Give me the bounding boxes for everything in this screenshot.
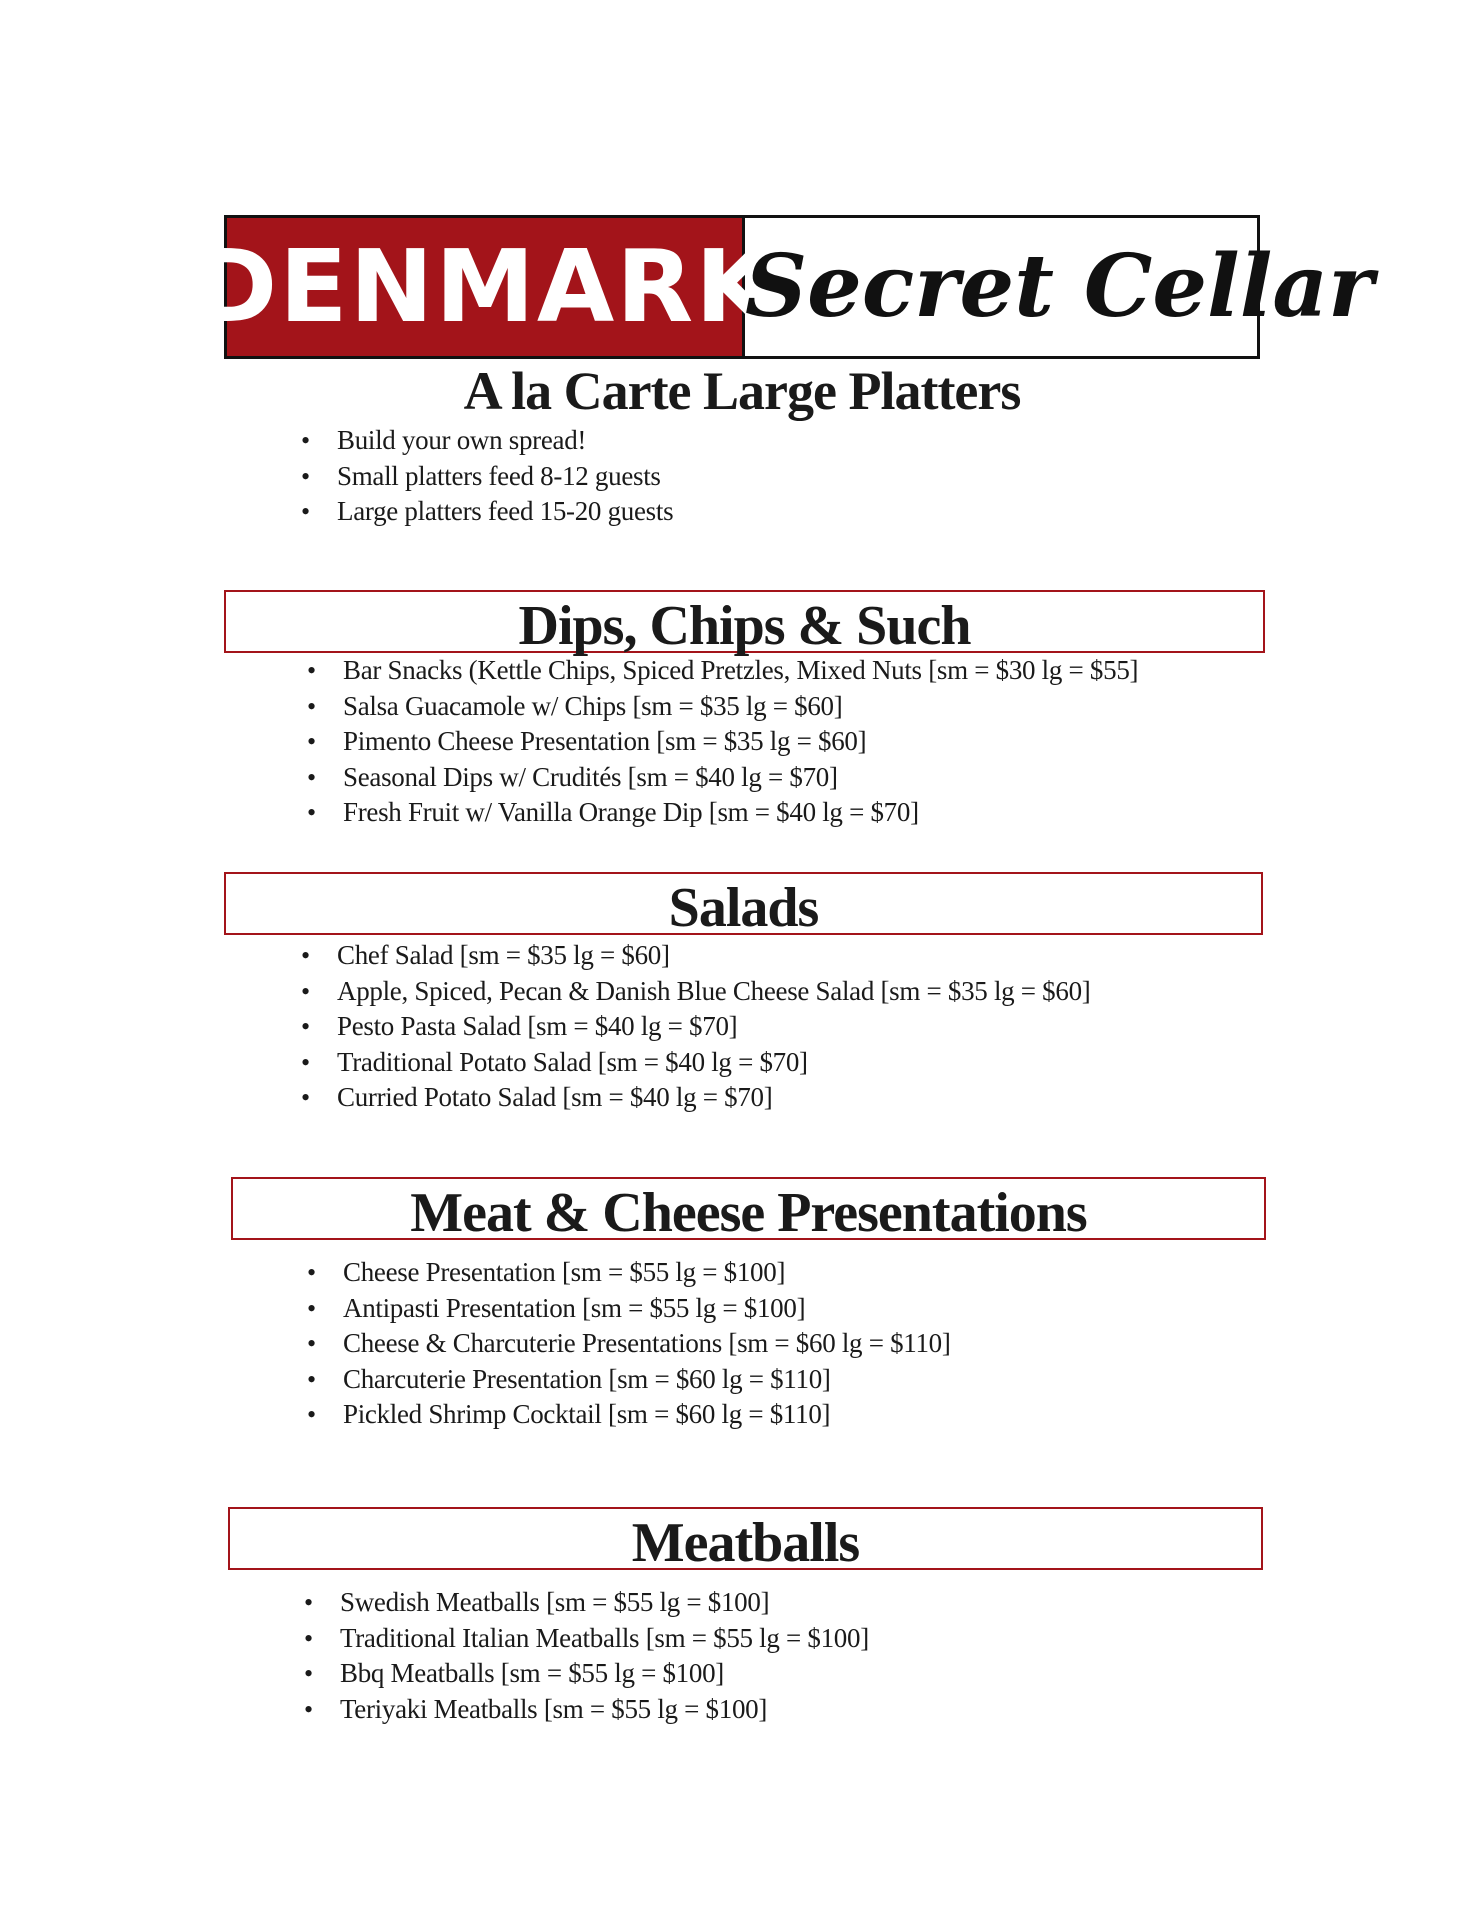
page-title: A la Carte Large Platters bbox=[463, 361, 1021, 421]
section-header-meatballs bbox=[228, 1507, 1263, 1574]
logo bbox=[194, 215, 1374, 359]
logo-denmark-panel bbox=[194, 218, 775, 356]
intro-list bbox=[337, 423, 673, 530]
menu-list-meat-cheese bbox=[343, 1255, 951, 1433]
section-heading: Dips, Chips & Such bbox=[518, 595, 971, 657]
menu-item: • Cheese Presentation [sm = $55 lg = $100] bbox=[343, 1255, 951, 1291]
intro-item: • Large platters feed 15-20 guests bbox=[337, 494, 673, 530]
logo-secret-cellar-text: Secret Cellar bbox=[745, 236, 1374, 337]
menu-item: • Salsa Guacamole w/ Chips [sm = $35 lg = $60] bbox=[343, 689, 1138, 725]
logo-denmark-text: DENMARK bbox=[194, 228, 775, 345]
menu-item: • Pesto Pasta Salad [sm = $40 lg = $70] bbox=[337, 1009, 1090, 1045]
menu-item: • Bar Snacks (Kettle Chips, Spiced Pretzles, Mixed Nuts [sm = $30 lg = $55] bbox=[343, 653, 1138, 689]
menu-item: • Cheese & Charcuterie Presentations [sm = $60 lg = $110] bbox=[343, 1326, 951, 1362]
section-header-salads bbox=[224, 872, 1263, 939]
menu-item: • Pickled Shrimp Cocktail [sm = $60 lg = $110] bbox=[343, 1397, 951, 1433]
menu-item: • Pimento Cheese Presentation [sm = $35 lg = $60] bbox=[343, 724, 1138, 760]
menu-item: • Charcuterie Presentation [sm = $60 lg = $110] bbox=[343, 1362, 951, 1398]
menu-item: • Chef Salad [sm = $35 lg = $60] bbox=[337, 938, 1090, 974]
menu-item: • Teriyaki Meatballs [sm = $55 lg = $100] bbox=[340, 1692, 869, 1728]
section-heading: Meatballs bbox=[631, 1512, 860, 1574]
menu-item: • Traditional Italian Meatballs [sm = $55 lg = $100] bbox=[340, 1621, 869, 1657]
section-header-meat-cheese bbox=[231, 1177, 1266, 1244]
menu-item: • Swedish Meatballs [sm = $55 lg = $100] bbox=[340, 1585, 869, 1621]
menu-item: • Traditional Potato Salad [sm = $40 lg = $70] bbox=[337, 1045, 1090, 1081]
menu-list-dips bbox=[343, 653, 1138, 831]
menu-item: • Antipasti Presentation [sm = $55 lg = $100] bbox=[343, 1291, 951, 1327]
menu-item: • Curried Potato Salad [sm = $40 lg = $70] bbox=[337, 1080, 1090, 1116]
intro-item: • Build your own spread! bbox=[337, 423, 673, 459]
menu-list-salads bbox=[337, 938, 1090, 1116]
menu-item: • Seasonal Dips w/ Crudités [sm = $40 lg = $70] bbox=[343, 760, 1138, 796]
section-header-dips bbox=[224, 590, 1265, 657]
section-heading: Salads bbox=[668, 877, 819, 939]
menu-item: • Fresh Fruit w/ Vanilla Orange Dip [sm = $40 lg = $70] bbox=[343, 795, 1138, 831]
intro-item: • Small platters feed 8-12 guests bbox=[337, 459, 673, 495]
menu-list-meatballs bbox=[340, 1585, 869, 1727]
menu-item: • Apple, Spiced, Pecan & Danish Blue Cheese Salad [sm = $35 lg = $60] bbox=[337, 974, 1090, 1010]
logo-secret-cellar-panel bbox=[745, 218, 1373, 356]
menu-item: • Bbq Meatballs [sm = $55 lg = $100] bbox=[340, 1656, 869, 1692]
section-heading: Meat & Cheese Presentations bbox=[410, 1182, 1087, 1244]
